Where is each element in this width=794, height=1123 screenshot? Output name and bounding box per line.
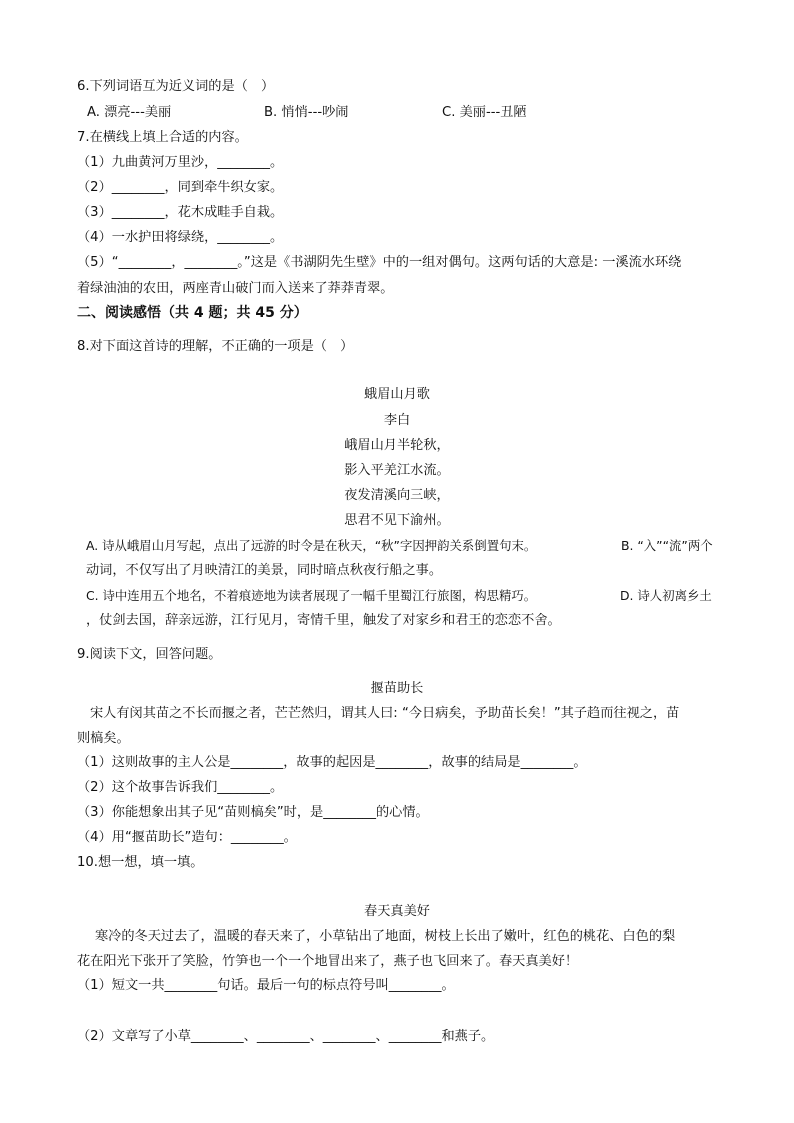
poem-author: 李白 — [383, 413, 411, 428]
q9-passage-title: 揠苗助长 — [370, 681, 424, 696]
q7-item-2: （2）________，同到牵牛织女家。 — [77, 180, 284, 195]
q9-item-4: （4）用“揠苗助长”造句：________。 — [77, 830, 297, 845]
q7-item-3: （3）________，花木成畦手自栽。 — [77, 205, 284, 220]
q9-item-2: （2）这个故事告诉我们________。 — [77, 780, 284, 795]
q7-item-5-line1: （5）“________，________。”这是《书湖阴先生壁》中的一组对偶句。这两句话的大意是: 一溪流水环绕 — [77, 255, 682, 270]
q6-option-b: B. 悄悄---吵闹 — [264, 105, 349, 120]
poem-line-4: 思君不见下渝州。 — [344, 513, 450, 528]
poem-line-3: 夜发清溪向三峡， — [344, 488, 450, 503]
q7-item-5-line2: 着绿油油的农田，两座青山破门而入送来了莽莽青翠。 — [77, 281, 394, 296]
q6-option-c: C. 美丽---丑陋 — [442, 105, 527, 120]
q8-option-d-line2: ，仗剑去国，辞亲远游，江行见月，寄情千里，触发了对家乡和君王的恋恋不舍。 — [86, 613, 561, 628]
q10-item-2: （2）文章写了小草________、________、________、________和燕子。 — [77, 1029, 495, 1044]
q10-passage-title: 春天真美好 — [364, 904, 430, 919]
q8-option-a-line1: A. 诗从峨眉山月写起，点出了远游的时令是在秋天，“秋”字因押韵关系倒置句末。 — [86, 538, 537, 553]
q8-option-a-line2: 动词，不仅写出了月映清江的美景，同时暗点秋夜行船之事。 — [86, 563, 443, 578]
q9-item-3: （3）你能想象出其子见“苗则槁矣”时，是________的心情。 — [77, 805, 429, 820]
q6-stem: 6.下列词语互为近义词的是（ ） — [77, 79, 275, 94]
q7-item-4: （4）一水护田将绿绕，________。 — [77, 230, 284, 245]
poem-title: 蛾眉山月歌 — [364, 387, 430, 402]
q8-option-b-start: B. “入”“流”两个 — [621, 538, 713, 553]
q10-stem: 10.想一想，填一填。 — [77, 855, 204, 870]
q6-option-a: A. 漂亮---美丽 — [87, 105, 172, 120]
q10-passage-line1: 寒冷的冬天过去了，温暖的春天来了，小草钻出了地面，树枝上长出了嫩叶，红色的桃花、白色的梨 — [95, 929, 676, 944]
q8-option-d-start: D. 诗人初离乡土 — [620, 588, 712, 603]
q7-stem: 7.在横线上填上合适的内容。 — [77, 130, 248, 145]
q9-passage-line2: 则槁矣。 — [77, 731, 130, 746]
q10-item-1: （1）短文一共________句话。最后一句的标点符号叫________。 — [77, 978, 455, 993]
q9-item-1: （1）这则故事的主人公是________，故事的起因是________，故事的结局是________。 — [77, 755, 587, 770]
q10-passage-line2: 花在阳光下张开了笑脸，竹笋也一个一个地冒出来了，燕子也飞回来了。春天真美好！ — [77, 954, 579, 969]
q9-stem: 9.阅读下文，回答问题。 — [77, 647, 222, 662]
q8-option-c-line1: C. 诗中连用五个地名，不着痕迹地为读者展现了一幅千里蜀江行旅图，构思精巧。 — [86, 588, 537, 603]
q7-item-1: （1）九曲黄河万里沙，________。 — [77, 155, 284, 170]
section-heading: 二、阅读感悟（共 4 题；共 45 分） — [77, 305, 308, 321]
q9-passage-line1: 宋人有闵其苗之不长而揠之者，芒芒然归，谓其人曰: “今日病矣，予助苗长矣！”其子趋而往视之，苗 — [90, 706, 680, 721]
poem-line-2: 影入平羌江水流。 — [344, 463, 450, 478]
poem-line-1: 峨眉山月半轮秋， — [344, 438, 450, 453]
q8-stem: 8.对下面这首诗的理解，不正确的一项是（ ） — [77, 339, 354, 354]
